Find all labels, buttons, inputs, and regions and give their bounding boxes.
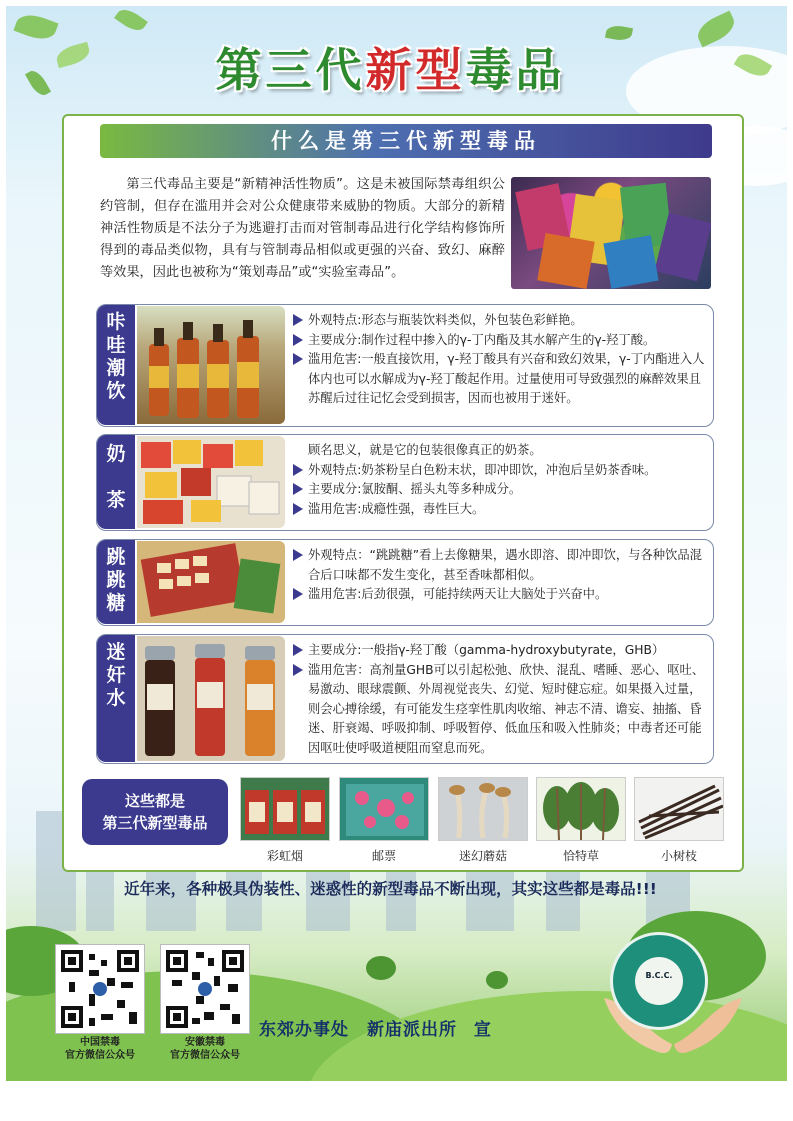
drug-item-points [293,311,707,409]
title-part: 第三代 [215,43,366,97]
drug-item-points [293,546,707,605]
point-text: 滥用危害：高剂量GHB可以引起松弛、欣快、混乱、嗜睡、恶心、呕吐、易激动、眼球震颤、外周视觉丧失、幻觉、短时健忘症。如果摄入过量，则会心搏徐缓，有可能发生痉挛性肌肉收缩、神志不清、谵妄、抽搐、昏迷、肝衰竭、呼吸抑制、呼吸暂停、低血压和吸入性肺炎；中毒者还可能因呕吐使呼吸道梗阻而窒息而死。 [308,662,705,755]
narcotics-control-emblem [610,932,708,1030]
gallery-caption: 邮票 [371,849,396,863]
arrow-icon [293,664,303,676]
emblem-text: B.C.C. [645,971,673,980]
drug-item-card [96,539,714,626]
point [293,331,707,351]
arrow-icon [293,334,303,346]
drug-item-points [293,641,707,758]
point [293,585,707,605]
qr-code [56,945,144,1033]
drug-item-card [96,634,714,764]
tree-decoration [366,956,396,980]
qr-caption: 中国禁毒 官方微信公众号 [65,1037,135,1061]
khat-photo [536,777,626,841]
rainbow-cigarette-photo [240,777,330,841]
arrow-icon [293,549,303,561]
title-part: 毒品 [465,43,566,97]
ghb-vials-photo [137,636,285,761]
point [293,641,707,661]
bottles-illustration [137,306,285,424]
point-text: 主要成分:氯胺酮、摇头丸等多种成分。 [308,482,522,496]
drug-item-tag: 迷 奸 水 [97,635,135,762]
gallery-caption: 迷幻蘑菇 [458,849,507,863]
drug-item-tag: 咔 哇 潮 饮 [97,305,135,425]
mushroom-photo [438,777,528,841]
arrow-icon [293,483,303,495]
point [293,350,707,409]
arrow-icon [293,503,303,515]
drug-item-points [293,441,707,519]
arrow-icon [293,353,303,365]
arrow-icon [293,644,303,656]
drug-packages-illustration [511,177,711,289]
point-text: 滥用危害:一般直接饮用，γ-羟丁酸具有兴奋和致幻效果，γ-丁内酯进入人体内也可以水解成为γ-羟丁酸起作用。过量使用可导致强烈的麻醉效果且苏醒后过往记忆会受到损害，因而也被用于迷奸。 [308,352,705,405]
gallery-caption: 彩虹烟 [266,849,303,863]
point [293,480,707,500]
issuer-footer: 东郊办事处 新庙派出所 宣 [259,1020,492,1040]
point-text: 外观特点：“跳跳糖”看上去像糖果，遇水即溶、即冲即饮，与各种饮品混合后口味都不发生变化，甚至香味都相似。 [308,548,702,582]
section-header: 什么是第三代新型毒品 [100,124,712,158]
mushrooms-illustration [439,778,528,841]
emblem-center [635,957,683,1005]
khat-leaves-illustration [537,778,626,841]
twigs-photo [634,777,724,841]
qr-caption: 安徽禁毒 官方微信公众号 [170,1037,240,1061]
drug-item-card [96,304,714,427]
point [293,311,707,331]
qr-code [161,945,249,1033]
vials-illustration [137,636,285,761]
point-text: 滥用危害:后劲很强，可能持续两天让大脑处于兴奋中。 [308,587,608,601]
drug-item-tag: 跳 跳 糖 [97,540,135,624]
milk-tea-photo [137,436,285,528]
gallery-caption: 恰特草 [562,849,599,863]
stamps-illustration [340,778,429,841]
point-text: 主要成分:制作过程中掺入的γ-丁内酯及其水解产生的γ-羟丁酸。 [308,332,656,347]
drug-packages-photo [511,177,711,289]
popping-candy-photo [137,541,285,623]
point-text: 外观特点:形态与瓶装饮料类似，外包装色彩鲜艳。 [308,313,583,327]
leaf-decoration [114,6,148,35]
arrow-icon [293,464,303,476]
point [293,500,707,520]
qr-code-icon [59,948,141,1030]
bottled-drink-photo [137,306,285,424]
point [293,546,707,585]
drug-item-tag: 奶 茶 [97,435,135,529]
qr-code-icon [164,948,246,1030]
point-text: 顾名思义，就是它的包装很像真正的奶茶。 [308,443,542,457]
arrow-icon [293,314,303,326]
point-text: 外观特点:奶茶粉呈白色粉末状，即冲即饮，冲泡后呈奶茶香味。 [308,462,657,477]
page-title [0,34,781,100]
title-part: 新 [365,43,416,97]
intro-paragraph: 第三代毒品主要是“新精神活性物质”。这是未被国际禁毒组织公约管制，但存在滥用并会对公众健康带来威胁的物质。大部分的新精神活性物质是不法分子为逃避打击而对管制毒品进行化学结构修饰所得到的毒品类似物，具有与管制毒品相似或更强的兴奋、致幻、麻醉等效果，因此也被称为“策划毒品”或“实验室毒品”。 [100,177,505,280]
stamp-photo [339,777,429,841]
drug-item-card [96,434,714,531]
arrow-icon [293,588,303,600]
milk-tea-packets-illustration [137,436,285,528]
gallery-label: 这些都是 第三代新型毒品 [82,779,228,845]
tree-decoration [486,971,508,989]
warning-slogan: 近年来，各种极具伪装性、迷惑性的新型毒品不断出现，其实这些都是毒品!!! [124,880,657,898]
gallery-caption: 小树枝 [660,849,697,863]
cigarette-boxes-illustration [241,778,330,841]
candy-box-illustration [137,541,285,623]
twigs-illustration [635,778,724,841]
point-text: 滥用危害:成瘾性强，毒性巨大。 [308,501,485,516]
title-part: 型 [415,43,466,97]
point [293,661,707,759]
point [293,461,707,481]
point-text: 主要成分:一般指γ-羟丁酸（gamma-hydroxybutyrate，GHB） [308,643,665,657]
